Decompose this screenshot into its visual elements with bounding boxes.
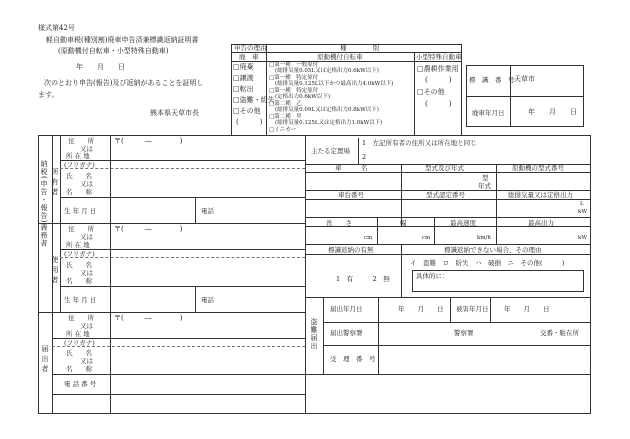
- gendoki-header: 原動機付自転車: [317, 53, 363, 61]
- user-name-label-1: 氏 名: [66, 261, 92, 269]
- damage-date-value: 年 月 日: [504, 305, 550, 313]
- cert-text-line1: 次のとおり申告(報告)及び返納があることを証明し: [44, 79, 204, 87]
- user-birth-label: 生 年 月 日: [64, 296, 97, 304]
- side-taxpayer: 納税(申告・報告)義務者: [40, 160, 48, 248]
- specific-label: 具体的に：: [416, 272, 449, 280]
- width-label: 幅: [400, 219, 407, 227]
- owner-name-label-2: 又は: [80, 180, 93, 188]
- kogata-sonota-paren: ( ): [425, 100, 452, 108]
- receipt-label: 受 理 番 号: [330, 355, 376, 363]
- gendoki-type-2[interactable]: □第一種 特定原付: [269, 75, 319, 81]
- haisha-header: 廃 車: [239, 53, 259, 61]
- model-year-label: 型式及び年式: [425, 164, 464, 172]
- plate-unreturned-label: 標識返納できない場合、その理由: [444, 246, 542, 254]
- model-cert-label: 型式認定番号: [426, 191, 465, 199]
- reporter-postal[interactable]: 〒( ― ): [114, 314, 183, 322]
- reporter-addr-label-3: 所 在 地: [66, 330, 90, 338]
- vehicle-name-label: 車 名: [335, 164, 368, 172]
- form-number: 様式第42号: [38, 24, 75, 32]
- user-addr-label-3: 所 在 地: [66, 241, 90, 249]
- user-name-label-2: 又は: [80, 269, 93, 277]
- cert-text-line2: ます。: [38, 91, 59, 99]
- kogata-nokou[interactable]: □農耕作業用: [417, 65, 459, 73]
- police-value: 警察署: [454, 329, 474, 337]
- reporter-addr-label-1: 住 所: [68, 314, 94, 322]
- owner-birth-label: 生 年 月 日: [64, 207, 97, 215]
- reason-header: 申告の理由: [234, 44, 267, 52]
- owner-addr-label-2: 又は: [80, 145, 93, 153]
- gendoki-type-1-desc: (総排気量0.05L又は定格出力0.6kW以下): [275, 68, 379, 74]
- displacement-label: 総排気量又は定格出力: [508, 191, 573, 199]
- side-owner: 所有者: [51, 168, 59, 198]
- owner-name-label-1: 氏 名: [66, 172, 92, 180]
- user-postal[interactable]: 〒( ― ): [114, 225, 183, 233]
- koban-value: 交番・駐在所: [540, 329, 579, 337]
- reporter-furigana-label: (フリガナ): [64, 339, 95, 347]
- title-line1: 軽自動車税(種別割)廃車申告済兼標識返納証明書: [46, 36, 199, 44]
- user-name-label-3: 名 称: [66, 277, 92, 285]
- reason-tenshutsu[interactable]: □転出: [233, 85, 254, 93]
- owner-postal[interactable]: 〒( ― ): [114, 137, 183, 145]
- theft-side: 盗難届出: [310, 318, 318, 350]
- owner-name-label-3: 名 称: [66, 188, 92, 196]
- place-option1[interactable]: 1 左記所有者の住所又は所在地と同じ: [362, 139, 477, 147]
- owner-addr-label-3: 所 在 地: [66, 152, 90, 160]
- length-unit: cm: [364, 235, 373, 241]
- owner-furigana-label: (フリガナ): [64, 161, 95, 169]
- reason-sonota[interactable]: □その他: [233, 107, 261, 115]
- return-options[interactable]: 1 有 2 無: [336, 275, 390, 283]
- user-addr-label-1: 住 所: [68, 225, 94, 233]
- max-output-label: 最高出力: [528, 219, 554, 227]
- owner-addr-label-1: 住 所: [68, 137, 94, 145]
- kogata-sonota[interactable]: □その他: [417, 88, 445, 96]
- reporter-phone-label: 電 話 番 号: [64, 380, 97, 388]
- gendoki-type-4-desc: (総排気量0.09L又は定格出力0.8kW以下): [275, 107, 379, 113]
- reason-sonota-paren: ( ): [236, 118, 263, 126]
- plate-return-label: 標識返納の有無: [328, 246, 374, 254]
- side-user: 使用者: [51, 256, 59, 286]
- plate-label: 標 識 番 号: [469, 76, 515, 84]
- model-unit: 型: [482, 174, 489, 182]
- gendoki-type-6[interactable]: □ミニカー: [269, 127, 297, 133]
- type-header: 種 別: [340, 44, 379, 52]
- reporter-name-label-1: 氏 名: [66, 349, 92, 357]
- theft-date-value: 年 月 日: [398, 305, 444, 313]
- gendoki-type-4[interactable]: □第二種 乙: [269, 101, 302, 107]
- haisha-date-label: 廃車年月日: [472, 109, 505, 117]
- kogata-header: 小型特殊自動車: [416, 53, 462, 61]
- gendoki-type-1[interactable]: □第一種 一般原付: [269, 62, 319, 68]
- place-option2[interactable]: 2: [362, 153, 367, 161]
- theft-date-label: 届出年月日: [330, 305, 363, 313]
- gendoki-type-3-desc: (定格出力0.6kW以下): [275, 94, 331, 100]
- kogata-nokou-paren: ( ): [425, 76, 452, 84]
- side-reporter: 届出者: [41, 345, 49, 375]
- chassis-label: 車台番号: [338, 191, 364, 199]
- place-label: 主たる定置場: [311, 147, 350, 155]
- user-phone-label: 電話: [201, 296, 214, 304]
- gendoki-type-3[interactable]: □第一種 特定原付: [269, 88, 319, 94]
- reporter-addr-label-2: 又は: [80, 322, 93, 330]
- unit-L: L: [580, 201, 584, 207]
- reporter-name-label-3: 名 称: [66, 365, 92, 373]
- police-label: 届出警察署: [330, 329, 363, 337]
- reason-haiki[interactable]: □廃棄: [233, 63, 254, 71]
- engine-model-label: 原動機の型式番号: [512, 164, 564, 172]
- reason-tonan[interactable]: □盗難・紛失: [233, 96, 275, 104]
- length-label: 長 さ: [326, 219, 352, 227]
- unreturned-options[interactable]: イ 盗難 ロ 紛失 ハ 破損 ニ その他( ): [410, 259, 565, 267]
- output-unit: kW: [578, 235, 587, 241]
- reporter-name-label-2: 又は: [80, 357, 93, 365]
- reason-joto[interactable]: □譲渡: [233, 74, 254, 82]
- max-speed-label: 最高速度: [450, 219, 476, 227]
- plate-city: 天草市: [514, 75, 535, 83]
- mayor: 熊本県天草市長: [150, 109, 199, 117]
- owner-phone-label: 電話: [201, 207, 214, 215]
- user-furigana-label: (フリガナ): [64, 250, 95, 258]
- date-line: 年 月 日: [76, 63, 125, 71]
- user-addr-label-2: 又は: [80, 233, 93, 241]
- width-unit: cm: [422, 235, 431, 241]
- speed-unit: km/h: [477, 235, 491, 241]
- year-unit: 年式: [478, 182, 491, 190]
- title-line2: (原動機付自転車・小型特殊自動車): [58, 47, 169, 55]
- gendoki-type-5[interactable]: □第二種 甲: [269, 114, 302, 120]
- gendoki-type-2-desc: (総排気量0.125L以下かつ最高出力4.0kW以下): [275, 81, 394, 87]
- damage-date-label: 被害年月日: [456, 305, 489, 313]
- unit-kW: kW: [578, 209, 587, 215]
- gendoki-type-5-desc: (総排気量0.125L又は定格出力1.0kW以下): [275, 120, 383, 126]
- haisha-date-value: 年 月 日: [528, 108, 577, 116]
